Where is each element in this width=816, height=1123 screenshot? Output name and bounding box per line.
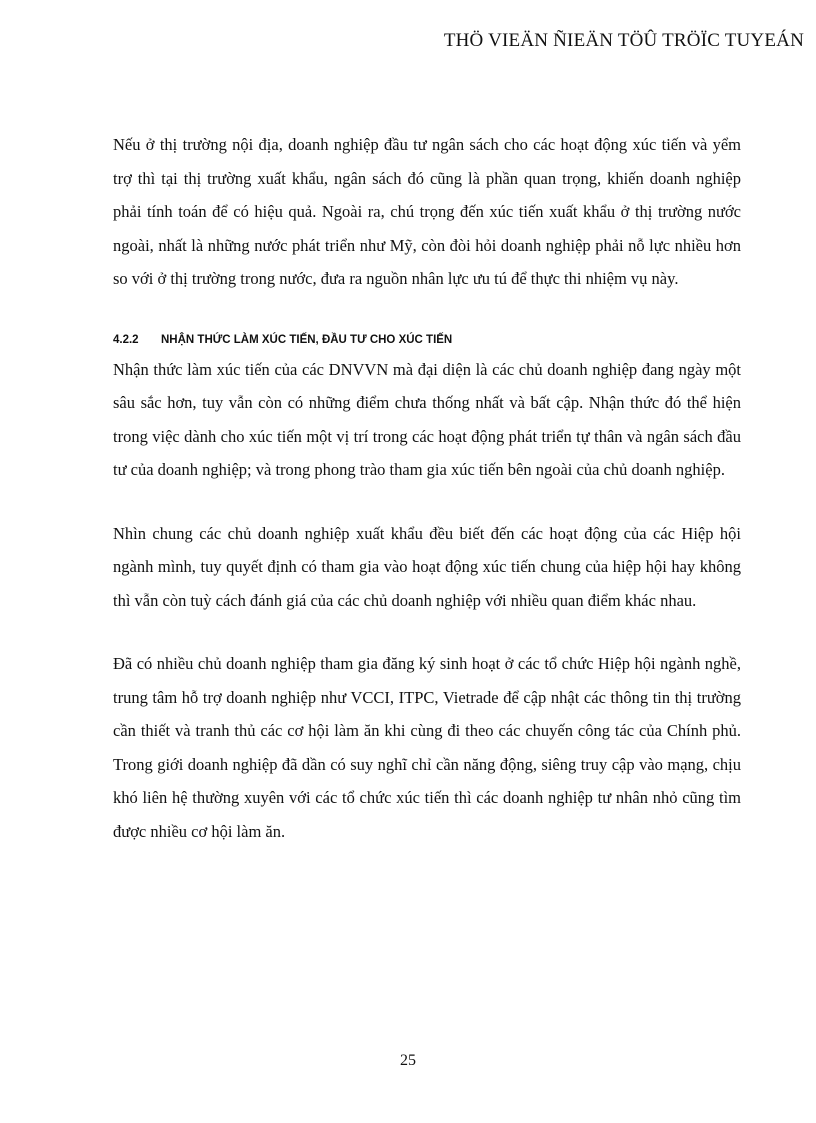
paragraph-spacer	[113, 617, 741, 647]
page-number: 25	[400, 1052, 416, 1069]
section-heading	[113, 332, 741, 353]
section-title: NHẬN THỨC LÀM XÚC TIẾN, ĐẦU TƯ CHO XÚC TIẾN	[161, 333, 453, 346]
paragraph-participation: Đã có nhiều chủ doanh nghiệp tham gia đăng ký sinh hoạt ở các tổ chức Hiệp hội ngành nghề, trung tâm hỗ trợ doanh nghiệp như VCCI, ITPC, Vietrade để cập nhật các thông tin thị trường cần thiết và tranh thủ các cơ hội làm ăn khi cùng đi theo các chuyến công tác của Chính phủ. Trong giới doanh nghiệp đã dần có suy nghĩ chỉ cần năng động, siêng truy cập vào mạng, chịu khó liên hệ thường xuyên với các tổ chức xúc tiến thì các doanh nghiệp tư nhân nhỏ cũng tìm được nhiều cơ hội làm ăn.	[113, 654, 741, 841]
paragraph-associations: Nhìn chung các chủ doanh nghiệp xuất khẩu đều biết đến các hoạt động của các Hiệp hội ngành mình, tuy quyết định có tham gia vào hoạt động xúc tiến chung của hiệp hội hay không thì vẫn còn tuỳ cách đánh giá của các chủ doanh nghiệp với nhiều quan điểm khác nhau.	[113, 523, 741, 610]
paragraph-spacer	[113, 296, 741, 332]
paragraph-spacer	[113, 487, 741, 517]
section-number: 4.2.2	[113, 333, 139, 346]
paragraph-awareness: Nhận thức làm xúc tiến của các DNVVN mà đại diện là các chủ doanh nghiệp đang ngày một sâu sắc hơn, tuy vẫn còn có những điểm chưa thống nhất và bất cập. Nhận thức đó thể hiện trong việc dành cho xúc tiến một vị trí trong các hoạt động phát triển tự thân và ngân sách đầu tư của doanh nghiệp; và trong phong trào tham gia xúc tiến bên ngoài của chủ doanh nghiệp.	[113, 359, 741, 479]
page-body	[113, 128, 741, 848]
paragraph-budget: Nếu ở thị trường nội địa, doanh nghiệp đầu tư ngân sách cho các hoạt động xúc tiến và yểm trợ thì tại thị trường xuất khẩu, ngân sách đó cũng là phần quan trọng, khiến doanh nghiệp phải tính toán để có hiệu quả. Ngoài ra, chú trọng đến xúc tiến xuất khẩu ở thị trường nước ngoài, nhất là những nước phát triển như Mỹ, còn đòi hỏi doanh nghiệp phải nỗ lực nhiều hơn so với ở thị trường trong nước, đưa ra nguồn nhân lực ưu tú để thực thi nhiệm vụ này.	[113, 135, 741, 288]
running-header: THÖ VIEÄN ÑIEÄN TÖÛ TRÖÏC TUYEÁN	[443, 30, 804, 51]
